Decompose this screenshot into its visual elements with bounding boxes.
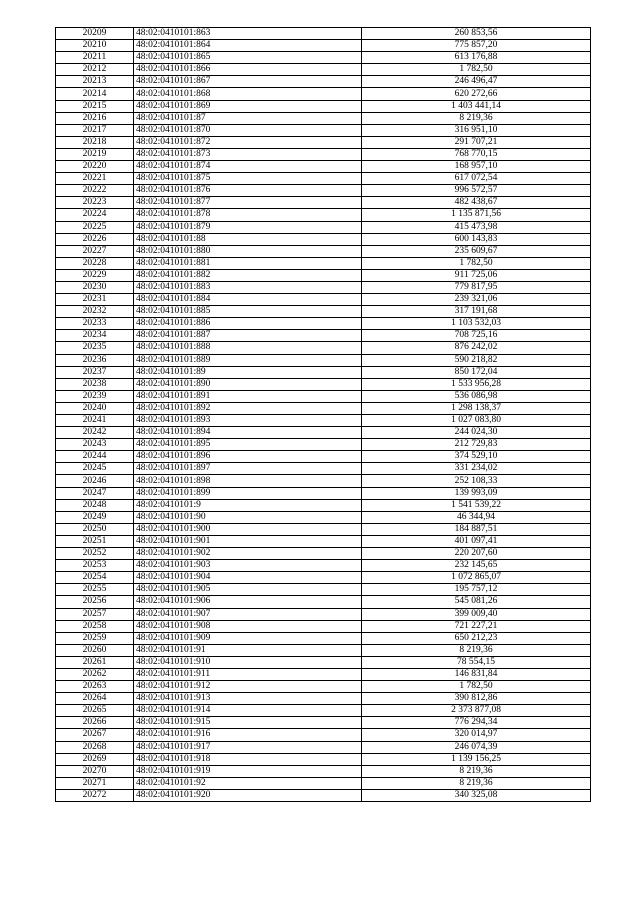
cadastral-value-cell: 331 234,02: [362, 463, 591, 475]
cadastral-number-cell: 48:02:0410101:881: [134, 257, 362, 269]
table-row: [56, 378, 591, 390]
cadastral-number-cell: 48:02:0410101:918: [134, 753, 362, 765]
row-number-cell: 20215: [56, 100, 134, 112]
row-number-cell: 20242: [56, 427, 134, 439]
cadastral-number-cell: 48:02:0410101:92: [134, 777, 362, 789]
table-row: [56, 294, 591, 306]
cadastral-number-cell: 48:02:0410101:897: [134, 463, 362, 475]
table-row: [56, 245, 591, 257]
cadastral-number-cell: 48:02:0410101:873: [134, 148, 362, 160]
row-number-cell: 20244: [56, 451, 134, 463]
row-number-cell: 20260: [56, 644, 134, 656]
cadastral-value-cell: 246 074,39: [362, 741, 591, 753]
row-number-cell: 20239: [56, 390, 134, 402]
cadastral-number-cell: 48:02:0410101:911: [134, 668, 362, 680]
cadastral-value-cell: 168 957,10: [362, 161, 591, 173]
cadastral-value-cell: 320 014,97: [362, 729, 591, 741]
row-number-cell: 20211: [56, 52, 134, 64]
table-row: [56, 487, 591, 499]
cadastral-value-cell: 399 009,40: [362, 608, 591, 620]
cadastral-number-cell: 48:02:0410101:903: [134, 560, 362, 572]
table-row: [56, 535, 591, 547]
cadastral-number-cell: 48:02:0410101:899: [134, 487, 362, 499]
table-row: [56, 318, 591, 330]
cadastral-number-cell: 48:02:0410101:890: [134, 378, 362, 390]
cadastral-number-cell: 48:02:0410101:874: [134, 161, 362, 173]
table-row: [56, 777, 591, 789]
row-number-cell: 20235: [56, 342, 134, 354]
table-row: [56, 415, 591, 427]
row-number-cell: 20237: [56, 366, 134, 378]
row-number-cell: 20230: [56, 281, 134, 293]
cadastral-value-cell: 239 321,06: [362, 294, 591, 306]
table-row: [56, 76, 591, 88]
row-number-cell: 20261: [56, 656, 134, 668]
cadastral-number-cell: 48:02:0410101:902: [134, 548, 362, 560]
cadastral-value-cell: 184 887,51: [362, 523, 591, 535]
cadastral-value-cell: 779 817,95: [362, 281, 591, 293]
cadastral-number-cell: 48:02:0410101:898: [134, 475, 362, 487]
cadastral-value-cell: 1 027 083,80: [362, 415, 591, 427]
cadastral-number-cell: 48:02:0410101:901: [134, 535, 362, 547]
table-row: [56, 28, 591, 40]
row-number-cell: 20263: [56, 681, 134, 693]
table-row: [56, 124, 591, 136]
table-row: [56, 64, 591, 76]
cadastral-value-cell: 252 108,33: [362, 475, 591, 487]
cadastral-value-cell: 317 191,68: [362, 306, 591, 318]
cadastral-value-cell: 600 143,83: [362, 233, 591, 245]
cadastral-value-cell: 1 135 871,56: [362, 209, 591, 221]
table-row: [56, 523, 591, 535]
table-row: [56, 366, 591, 378]
row-number-cell: 20221: [56, 173, 134, 185]
row-number-cell: 20227: [56, 245, 134, 257]
row-number-cell: 20217: [56, 124, 134, 136]
cadastral-value-cell: 232 145,65: [362, 560, 591, 572]
table-row: [56, 681, 591, 693]
cadastral-number-cell: 48:02:0410101:870: [134, 124, 362, 136]
row-number-cell: 20234: [56, 330, 134, 342]
cadastral-value-cell: 260 853,56: [362, 28, 591, 40]
cadastral-number-cell: 48:02:0410101:863: [134, 28, 362, 40]
cadastral-number-cell: 48:02:0410101:900: [134, 523, 362, 535]
table-row: [56, 197, 591, 209]
row-number-cell: 20248: [56, 499, 134, 511]
table-row: [56, 789, 591, 801]
row-number-cell: 20247: [56, 487, 134, 499]
row-number-cell: 20228: [56, 257, 134, 269]
row-number-cell: 20219: [56, 148, 134, 160]
cadastral-value-cell: 146 831,84: [362, 668, 591, 680]
table-row: [56, 729, 591, 741]
table-row: [56, 632, 591, 644]
cadastral-number-cell: 48:02:0410101:888: [134, 342, 362, 354]
row-number-cell: 20259: [56, 632, 134, 644]
row-number-cell: 20216: [56, 112, 134, 124]
cadastral-value-cell: 244 024,30: [362, 427, 591, 439]
table-row: [56, 511, 591, 523]
table-row: [56, 439, 591, 451]
cadastral-value-cell: 536 086,98: [362, 390, 591, 402]
row-number-cell: 20241: [56, 415, 134, 427]
table-row: [56, 451, 591, 463]
cadastral-number-cell: 48:02:0410101:905: [134, 584, 362, 596]
table-row: [56, 161, 591, 173]
table-row: [56, 560, 591, 572]
table-row: [56, 40, 591, 52]
row-number-cell: 20250: [56, 523, 134, 535]
cadastral-number-cell: 48:02:0410101:917: [134, 741, 362, 753]
row-number-cell: 20270: [56, 765, 134, 777]
cadastral-value-cell: 1 139 156,25: [362, 753, 591, 765]
row-number-cell: 20223: [56, 197, 134, 209]
cadastral-number-cell: 48:02:0410101:889: [134, 354, 362, 366]
cadastral-number-cell: 48:02:0410101:895: [134, 439, 362, 451]
cadastral-value-cell: 590 218,82: [362, 354, 591, 366]
cadastral-value-cell: 1 782,50: [362, 64, 591, 76]
cadastral-number-cell: 48:02:0410101:88: [134, 233, 362, 245]
cadastral-number-cell: 48:02:0410101:892: [134, 402, 362, 414]
cadastral-value-cell: 1 072 865,07: [362, 572, 591, 584]
cadastral-value-cell: 415 473,98: [362, 221, 591, 233]
cadastral-number-cell: 48:02:0410101:868: [134, 88, 362, 100]
table-row: [56, 112, 591, 124]
cadastral-number-cell: 48:02:0410101:877: [134, 197, 362, 209]
cadastral-value-cell: 139 993,09: [362, 487, 591, 499]
cadastral-value-cell: 1 403 441,14: [362, 100, 591, 112]
cadastral-value-cell: 316 951,10: [362, 124, 591, 136]
table-row: [56, 584, 591, 596]
cadastral-value-cell: 291 707,21: [362, 136, 591, 148]
table-row: [56, 281, 591, 293]
cadastral-number-cell: 48:02:0410101:872: [134, 136, 362, 148]
cadastral-number-cell: 48:02:0410101:883: [134, 281, 362, 293]
cadastral-number-cell: 48:02:0410101:878: [134, 209, 362, 221]
table-row: [56, 100, 591, 112]
cadastral-value-cell: 340 325,08: [362, 789, 591, 801]
row-number-cell: 20210: [56, 40, 134, 52]
row-number-cell: 20212: [56, 64, 134, 76]
cadastral-value-cell: 374 529,10: [362, 451, 591, 463]
row-number-cell: 20224: [56, 209, 134, 221]
table-row: [56, 475, 591, 487]
cadastral-value-cell: 235 609,67: [362, 245, 591, 257]
cadastral-number-cell: 48:02:0410101:885: [134, 306, 362, 318]
cadastral-number-cell: 48:02:0410101:90: [134, 511, 362, 523]
cadastral-number-cell: 48:02:0410101:864: [134, 40, 362, 52]
table-row: [56, 572, 591, 584]
table-row: [56, 209, 591, 221]
table-row: [56, 499, 591, 511]
cadastral-value-cell: 911 725,06: [362, 269, 591, 281]
table-row: [56, 656, 591, 668]
cadastral-number-cell: 48:02:0410101:879: [134, 221, 362, 233]
table-row: [56, 342, 591, 354]
cadastral-number-cell: 48:02:0410101:891: [134, 390, 362, 402]
cadastral-value-cell: 776 294,34: [362, 717, 591, 729]
cadastral-value-cell: 78 554,15: [362, 656, 591, 668]
row-number-cell: 20246: [56, 475, 134, 487]
cadastral-number-cell: 48:02:0410101:916: [134, 729, 362, 741]
table-row: [56, 765, 591, 777]
table-row: [56, 463, 591, 475]
row-number-cell: 20258: [56, 620, 134, 632]
cadastral-number-cell: 48:02:0410101:865: [134, 52, 362, 64]
table-row: [56, 753, 591, 765]
cadastral-value-cell: 2 373 877,08: [362, 705, 591, 717]
cadastral-number-cell: 48:02:0410101:893: [134, 415, 362, 427]
table-row: [56, 608, 591, 620]
row-number-cell: 20209: [56, 28, 134, 40]
cadastral-value-cell: 1 298 138,37: [362, 402, 591, 414]
row-number-cell: 20229: [56, 269, 134, 281]
table-row: [56, 644, 591, 656]
cadastral-number-cell: 48:02:0410101:896: [134, 451, 362, 463]
cadastral-number-cell: 48:02:0410101:919: [134, 765, 362, 777]
cadastral-number-cell: 48:02:0410101:87: [134, 112, 362, 124]
row-number-cell: 20232: [56, 306, 134, 318]
row-number-cell: 20267: [56, 729, 134, 741]
cadastral-number-cell: 48:02:0410101:894: [134, 427, 362, 439]
row-number-cell: 20262: [56, 668, 134, 680]
cadastral-value-cell: 1 782,50: [362, 257, 591, 269]
cadastral-number-cell: 48:02:0410101:912: [134, 681, 362, 693]
cadastral-number-cell: 48:02:0410101:913: [134, 693, 362, 705]
cadastral-value-cell: 996 572,57: [362, 185, 591, 197]
cadastral-value-cell: 8 219,36: [362, 644, 591, 656]
cadastral-number-cell: 48:02:0410101:9: [134, 499, 362, 511]
table-row: [56, 88, 591, 100]
cadastral-number-cell: 48:02:0410101:907: [134, 608, 362, 620]
row-number-cell: 20269: [56, 753, 134, 765]
cadastral-value-cell: 195 757,12: [362, 584, 591, 596]
table-row: [56, 233, 591, 245]
cadastral-value-cell: 876 242,02: [362, 342, 591, 354]
row-number-cell: 20249: [56, 511, 134, 523]
table-row: [56, 185, 591, 197]
cadastral-value-cell: 617 072,54: [362, 173, 591, 185]
table-row: [56, 257, 591, 269]
table-row: [56, 693, 591, 705]
cadastral-value-cell: 850 172,04: [362, 366, 591, 378]
cadastral-value-cell: 8 219,36: [362, 777, 591, 789]
cadastral-number-cell: 48:02:0410101:887: [134, 330, 362, 342]
cadastral-number-cell: 48:02:0410101:91: [134, 644, 362, 656]
row-number-cell: 20268: [56, 741, 134, 753]
table-row: [56, 402, 591, 414]
row-number-cell: 20245: [56, 463, 134, 475]
table-row: [56, 269, 591, 281]
row-number-cell: 20213: [56, 76, 134, 88]
row-number-cell: 20256: [56, 596, 134, 608]
cadastral-value-cell: 8 219,36: [362, 765, 591, 777]
table-row: [56, 306, 591, 318]
table-row: [56, 548, 591, 560]
cadastral-value-cell: 1 541 539,22: [362, 499, 591, 511]
cadastral-value-cell: 246 496,47: [362, 76, 591, 88]
table-row: [56, 136, 591, 148]
cadastral-value-table: [55, 27, 591, 802]
cadastral-number-cell: 48:02:0410101:904: [134, 572, 362, 584]
row-number-cell: 20214: [56, 88, 134, 100]
row-number-cell: 20252: [56, 548, 134, 560]
cadastral-value-cell: 768 770,15: [362, 148, 591, 160]
table-row: [56, 173, 591, 185]
row-number-cell: 20255: [56, 584, 134, 596]
cadastral-value-cell: 46 344,94: [362, 511, 591, 523]
table-row: [56, 52, 591, 64]
cadastral-number-cell: 48:02:0410101:884: [134, 294, 362, 306]
cadastral-number-cell: 48:02:0410101:914: [134, 705, 362, 717]
cadastral-number-cell: 48:02:0410101:909: [134, 632, 362, 644]
cadastral-value-cell: 721 227,21: [362, 620, 591, 632]
row-number-cell: 20220: [56, 161, 134, 173]
table-row: [56, 596, 591, 608]
row-number-cell: 20264: [56, 693, 134, 705]
cadastral-value-cell: 8 219,36: [362, 112, 591, 124]
row-number-cell: 20240: [56, 402, 134, 414]
cadastral-value-cell: 1 533 956,28: [362, 378, 591, 390]
table-row: [56, 705, 591, 717]
table-row: [56, 668, 591, 680]
cadastral-number-cell: 48:02:0410101:880: [134, 245, 362, 257]
cadastral-number-cell: 48:02:0410101:920: [134, 789, 362, 801]
cadastral-value-cell: 1 103 532,03: [362, 318, 591, 330]
cadastral-number-cell: 48:02:0410101:876: [134, 185, 362, 197]
row-number-cell: 20222: [56, 185, 134, 197]
cadastral-value-cell: 708 725,16: [362, 330, 591, 342]
cadastral-value-cell: 401 097,41: [362, 535, 591, 547]
row-number-cell: 20272: [56, 789, 134, 801]
cadastral-number-cell: 48:02:0410101:906: [134, 596, 362, 608]
table-row: [56, 741, 591, 753]
table-row: [56, 221, 591, 233]
cadastral-value-cell: 390 812,86: [362, 693, 591, 705]
row-number-cell: 20253: [56, 560, 134, 572]
cadastral-number-cell: 48:02:0410101:882: [134, 269, 362, 281]
cadastral-number-cell: 48:02:0410101:875: [134, 173, 362, 185]
cadastral-number-cell: 48:02:0410101:869: [134, 100, 362, 112]
cadastral-number-cell: 48:02:0410101:867: [134, 76, 362, 88]
cadastral-number-cell: 48:02:0410101:89: [134, 366, 362, 378]
cadastral-number-cell: 48:02:0410101:866: [134, 64, 362, 76]
cadastral-value-cell: 482 438,67: [362, 197, 591, 209]
row-number-cell: 20266: [56, 717, 134, 729]
row-number-cell: 20257: [56, 608, 134, 620]
row-number-cell: 20226: [56, 233, 134, 245]
row-number-cell: 20271: [56, 777, 134, 789]
row-number-cell: 20265: [56, 705, 134, 717]
row-number-cell: 20238: [56, 378, 134, 390]
row-number-cell: 20251: [56, 535, 134, 547]
table-row: [56, 330, 591, 342]
row-number-cell: 20225: [56, 221, 134, 233]
table-row: [56, 148, 591, 160]
cadastral-value-cell: 212 729,83: [362, 439, 591, 451]
table-body: [56, 28, 591, 802]
row-number-cell: 20236: [56, 354, 134, 366]
row-number-cell: 20243: [56, 439, 134, 451]
cadastral-value-cell: 1 782,50: [362, 681, 591, 693]
row-number-cell: 20254: [56, 572, 134, 584]
table-row: [56, 717, 591, 729]
cadastral-value-cell: 620 272,66: [362, 88, 591, 100]
cadastral-number-cell: 48:02:0410101:886: [134, 318, 362, 330]
table-row: [56, 620, 591, 632]
cadastral-value-cell: 545 081,26: [362, 596, 591, 608]
cadastral-value-cell: 650 212,23: [362, 632, 591, 644]
table-row: [56, 427, 591, 439]
cadastral-value-cell: 775 857,20: [362, 40, 591, 52]
table-row: [56, 354, 591, 366]
cadastral-value-cell: 220 207,60: [362, 548, 591, 560]
row-number-cell: 20231: [56, 294, 134, 306]
table-row: [56, 390, 591, 402]
cadastral-number-cell: 48:02:0410101:908: [134, 620, 362, 632]
row-number-cell: 20233: [56, 318, 134, 330]
cadastral-number-cell: 48:02:0410101:910: [134, 656, 362, 668]
cadastral-number-cell: 48:02:0410101:915: [134, 717, 362, 729]
cadastral-value-cell: 613 176,88: [362, 52, 591, 64]
row-number-cell: 20218: [56, 136, 134, 148]
